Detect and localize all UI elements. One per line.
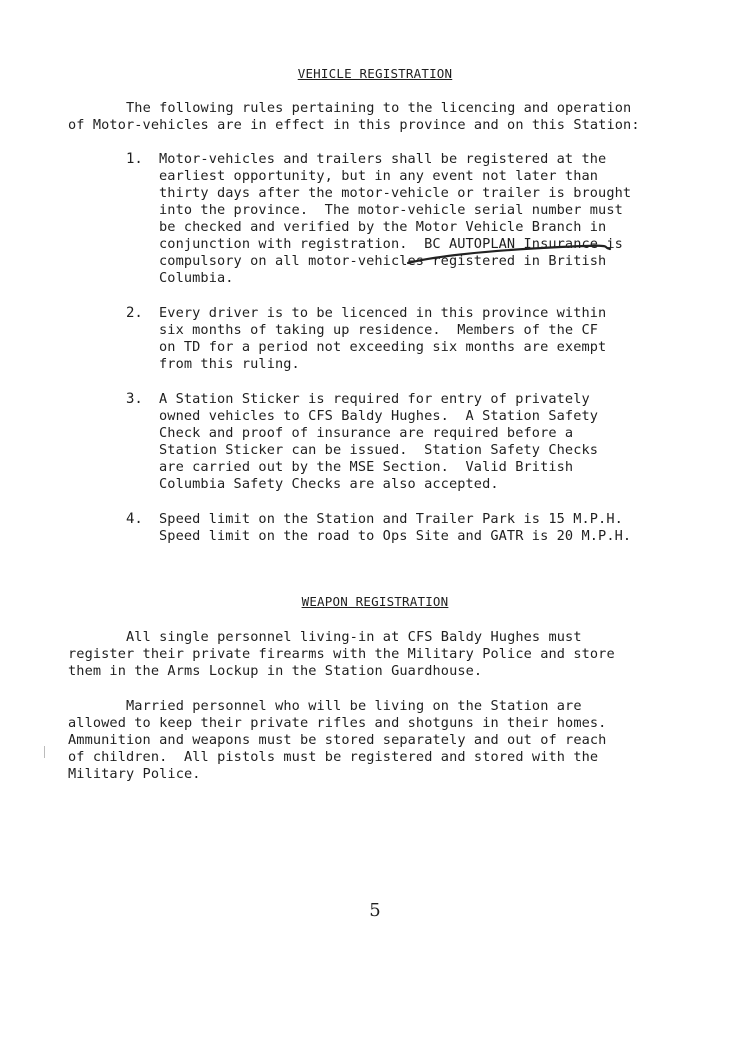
rule-line: Check and proof of insurance are required before a: [159, 425, 574, 441]
rule-line: Speed limit on the Station and Trailer Park is 15 M.P.H.: [159, 511, 623, 527]
rule-line: are carried out by the MSE Section. Valid British: [159, 459, 574, 475]
rule-line: conjunction with registration. BC AUTOPLAN Insurance is: [159, 236, 623, 252]
rule-number: 1.: [126, 151, 143, 167]
weapon-para-line: of children. All pistols must be registered and stored with the: [68, 749, 599, 765]
rule-line: A Station Sticker is required for entry of privately: [159, 391, 590, 407]
rule-line: Motor-vehicles and trailers shall be registered at the: [159, 151, 607, 167]
rule-line: thirty days after the motor-vehicle or trailer is brought: [159, 185, 632, 201]
rule-line: into the province. The motor-vehicle serial number must: [159, 202, 623, 218]
rule-line: Speed limit on the road to Ops Site and GATR is 20 M.P.H.: [159, 528, 632, 544]
rule-line: Every driver is to be licenced in this province within: [159, 305, 607, 321]
rule-number: 3.: [126, 391, 143, 407]
rule-line: Columbia.: [159, 270, 234, 286]
weapon-para-line: All single personnel living-in at CFS Baldy Hughes must: [126, 629, 582, 645]
rule-line: be checked and verified by the Motor Vehicle Branch in: [159, 219, 607, 235]
scan-mark: [44, 746, 45, 758]
intro-line: The following rules pertaining to the licencing and operation: [126, 100, 632, 116]
rule-line: on TD for a period not exceeding six months are exempt: [159, 339, 607, 355]
weapon-para-line: them in the Arms Lockup in the Station Guardhouse.: [68, 663, 483, 679]
weapon-para-line: Military Police.: [68, 766, 201, 782]
page-number: 5: [369, 900, 381, 921]
rule-line: six months of taking up residence. Members of the CF: [159, 322, 599, 338]
weapon-para-line: Ammunition and weapons must be stored separately and out of reach: [68, 732, 607, 748]
weapon-registration-heading: WEAPON REGISTRATION: [301, 594, 449, 609]
rule-line: Station Sticker can be issued. Station Safety Checks: [159, 442, 599, 458]
weapon-para-line: Married personnel who will be living on the Station are: [126, 698, 582, 714]
intro-line: of Motor-vehicles are in effect in this province and on this Station:: [68, 117, 640, 133]
rule-line: compulsory on all motor-vehicles registered in British: [159, 253, 607, 269]
weapon-para-line: register their private firearms with the Military Police and store: [68, 646, 615, 662]
rule-line: Columbia Safety Checks are also accepted.: [159, 476, 499, 492]
rule-line: earliest opportunity, but in any event not later than: [159, 168, 599, 184]
rule-line: from this ruling.: [159, 356, 300, 372]
rule-number: 2.: [126, 305, 143, 321]
rule-line: owned vehicles to CFS Baldy Hughes. A Station Safety: [159, 408, 599, 424]
rule-number: 4.: [126, 511, 143, 527]
weapon-para-line: allowed to keep their private rifles and shotguns in their homes.: [68, 715, 607, 731]
vehicle-registration-heading: VEHICLE REGISTRATION: [297, 66, 453, 81]
